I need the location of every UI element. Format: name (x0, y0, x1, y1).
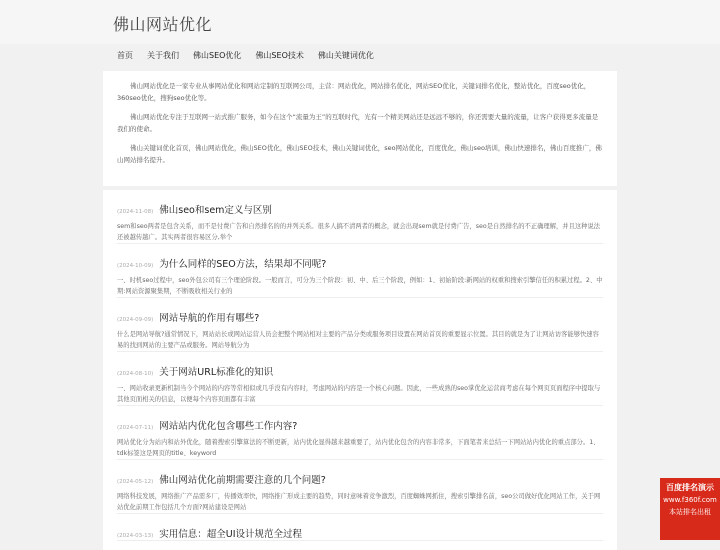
article-title-link[interactable]: 关于网站URL标准化的知识 (159, 367, 274, 378)
list-item (117, 460, 603, 514)
article-title-link[interactable]: 网站导航的作用有哪些? (159, 313, 260, 324)
article-title-link[interactable]: 佛山seo和sem定义与区别 (159, 205, 272, 216)
article-title-link[interactable]: 实用信息：超全UI设计规范全过程 (159, 529, 303, 540)
nav-item-seo-technology[interactable]: 佛山SEO技术 (255, 51, 304, 60)
article-list (103, 190, 617, 550)
article-summary: 什么是网站导航?通常情况下，网站站长或网站运营人员会把整个网站相对主要的产品分类或服务项目设置在网站首页的重要显示位置。其目的就是为了让网站访客能够快速容易的找到网站的主要产品或服务。网站导航分为 (117, 331, 599, 349)
nav-item-keyword-optimization[interactable]: 佛山关键词优化 (317, 51, 374, 60)
list-item (117, 190, 603, 244)
article-title-link[interactable]: 为什么同样的SEO方法，结果却不同呢? (159, 259, 327, 270)
list-item (117, 298, 603, 352)
list-item (117, 514, 603, 541)
list-item (117, 244, 603, 298)
nav-item-about[interactable]: 关于我们 (147, 51, 179, 60)
intro-panel (103, 71, 617, 186)
list-item (117, 352, 603, 406)
article-summary: sem和seo两者是包含关系，而不是付费广告和自然排名的的并列关系。很多人搞不清两者的概念，就会出现sem就是付费广告，seo是自然排名的不正确理解，并且这种说法还被越传越广。其实两者很容易区分,举个 (117, 223, 601, 241)
article-date: (2024-08-10) (117, 371, 154, 377)
article-summary: 一、时机seo过程中，seo外包公司有三个理论阶段。一般而言，可分为三个阶段：初、中、后三个阶段，例如：1、初始阶段:新网站的权重和搜索引擎信任的积累过程。2、中期:网站资源聚集期，不断吸收相关行业的 (117, 277, 603, 295)
badge-url: www.f360f.com (663, 496, 717, 504)
site-title[interactable]: 佛山网站优化 (113, 15, 213, 34)
article-date: (2024-07-11) (117, 425, 154, 431)
intro-paragraph: 佛山关键词优化首页，佛山网站优化，佛山SEO优化，佛山SEO技术，佛山关键词优化，seo网站优化，百度优化，佛山seo培训，佛山快速排名，佛山百度推广，佛山网站排名提升。 (117, 144, 602, 164)
article-date: (2024-09-09) (117, 317, 154, 323)
article-summary: 一、网站收录更新机制当今个网站的内容等常相似或几乎没有内容时，考虑网站的内容是一个核心问题。因此，一些成熟的seo掌优化运营商考虑在每个网页页面程序中提取与其他页面相关的信息，以便每个内容页面都有丰富 (117, 385, 601, 403)
article-title-link[interactable]: 佛山网站优化前期需要注意的几个问题? (159, 475, 326, 486)
header-bar (0, 0, 720, 45)
nav-item-home[interactable]: 首页 (117, 51, 133, 60)
badge-line: 百度排名演示 (666, 483, 714, 492)
article-date: (2024-11-08) (117, 209, 154, 215)
article-title-link[interactable]: 网站站内优化包含哪些工作内容? (159, 421, 298, 432)
badge-line: 本站排名出租 (669, 508, 711, 516)
article-date: (2024-10-09) (117, 263, 154, 269)
article-date: (2024-05-12) (117, 479, 154, 485)
main-nav (0, 44, 720, 70)
article-summary: 网络科技发展，网络推广产品需多厂，传播效率快，网络推广形成主要的趋势，同时意味着竞争激烈，百度蜘蛛网抓住，搜索引擎排名前，seo公司做好优化网站工作，关于网站优化前期工作包括几个方面?网站建设是网站 (117, 493, 601, 511)
intro-paragraph: 佛山网站优化专注于互联网一站式推广服务，如今在这个“流量为王”的互联时代，光有一个精美网站还是远远不够的，你还需要大量的流量，让客户获得更多流量是我们的使命。 (117, 113, 599, 133)
ranking-ad-badge[interactable] (660, 478, 720, 540)
nav-item-seo-optimization[interactable]: 佛山SEO优化 (193, 51, 242, 60)
list-item (117, 406, 603, 460)
intro-paragraph: 佛山网站优化是一家专业从事网站优化和网站定制的互联网公司，主营：网站优化，网站排名优化，网站SEO优化，关键词排名优化，整站优化，百度seo优化，360seo优化，搜狗seo优化等。 (117, 82, 591, 102)
article-summary: 网站优化分为站内和站外优化，随着搜索引擎算法的不断更新，站内优化显得越来越重要了，站内优化包含的内容非常多，下面笔者来总结一下网站站内优化的重点部分。1、tdk标签这是网页的title、keyword (117, 439, 600, 457)
article-date: (2024-03-13) (117, 533, 154, 539)
